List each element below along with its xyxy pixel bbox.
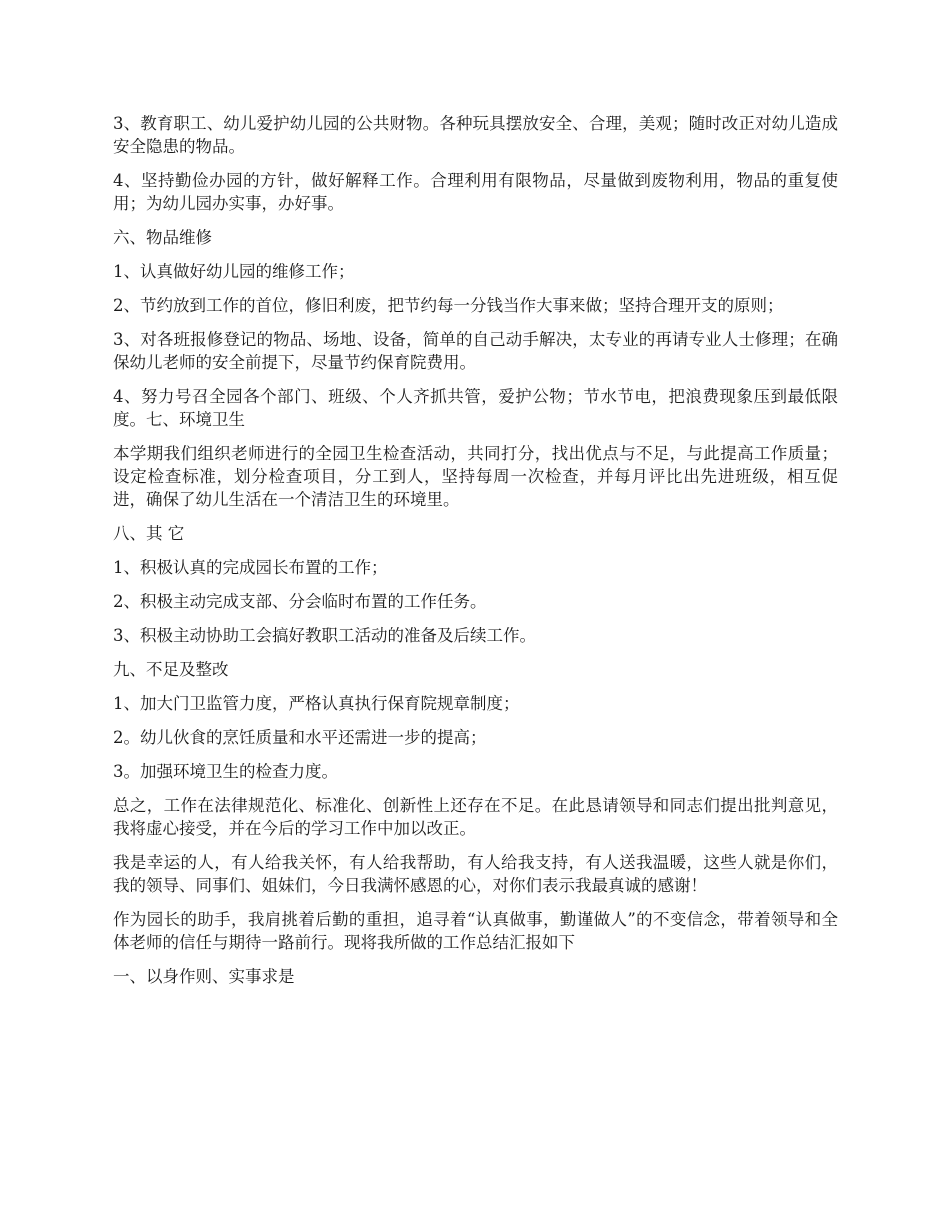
paragraph-shortcomings-1: 1、加大门卫监管力度，严格认真执行保育院规章制度； — [113, 694, 520, 713]
paragraph-maintenance-1: 1、认真做好幼儿园的维修工作； — [113, 262, 355, 281]
paragraph-other-1: 1、积极认真的完成园长布置的工作； — [113, 558, 388, 577]
paragraph-other-2: 2、积极主动完成支部、分会临时布置的工作任务。 — [113, 592, 487, 611]
paragraph-hygiene: 本学期我们组织老师进行的全园卫生检查活动，共同打分，找出优点与不足，与此提高工作质量；设定检查标准，划分检查项目，分工到人，坚持每周一次检查，并每月评比出先进班级，相互促进，确保了幼儿生活在一个清洁卫生的环境里。 — [113, 444, 838, 509]
paragraph-item-4-thrift: 4、坚持勤俭办园的方针，做好解释工作。合理利用有限物品，尽量做到废物利用，物品的重复使用；为幼儿园办实事，办好事。 — [113, 171, 838, 213]
paragraph-shortcomings-2: 2。幼儿伙食的烹饪质量和水平还需进一步的提高； — [113, 728, 487, 747]
paragraph-gratitude: 我是幸运的人，有人给我关怀，有人给我帮助，有人给我支持，有人送我温暖，这些人就是你们，我的领导、同事们、姐妹们，今日我满怀感恩的心，对你们表示我最真诚的感谢！ — [113, 853, 838, 895]
paragraph-item-3-care-property: 3、教育职工、幼儿爱护幼儿园的公共财物。各种玩具摆放安全、合理，美观；随时改正对幼儿造成安全隐患的物品。 — [113, 114, 838, 156]
section-heading-shortcomings: 九、不足及整改 — [113, 660, 229, 679]
section-heading-maintenance: 六、物品维修 — [113, 228, 212, 247]
section-heading-lead-by-example: 一、以身作则、实事求是 — [113, 967, 295, 986]
paragraph-maintenance-2: 2、节约放到工作的首位，修旧利废，把节约每一分钱当作大事来做；坚持合理开支的原则； — [113, 296, 784, 315]
paragraph-other-3: 3、积极主动协助工会搞好教职工活动的准备及后续工作。 — [113, 626, 536, 645]
paragraph-shortcomings-3: 3。加强环境卫生的检查力度。 — [113, 762, 338, 781]
paragraph-maintenance-4: 4、努力号召全园各个部门、班级、个人齐抓共管，爱护公物；节水节电，把浪费现象压到最低限度。七、环境卫生 — [113, 387, 838, 429]
paragraph-maintenance-3: 3、对各班报修登记的物品、场地、设备，简单的自己动手解决，太专业的再请专业人士修理；在确保幼儿老师的安全前提下，尽量节约保育院费用。 — [113, 330, 838, 372]
document-page — [113, 112, 838, 999]
section-heading-other: 八、其 它 — [113, 524, 185, 543]
paragraph-conclusion: 总之，工作在法律规范化、标准化、创新性上还存在不足。在此恳请领导和同志们提出批判意见，我将虚心接受，并在今后的学习工作中加以改正。 — [113, 796, 838, 838]
paragraph-introduction: 作为园长的助手，我肩挑着后勤的重担，追寻着“认真做事，勤谨做人”的不变信念，带着领导和全体老师的信任与期待一路前行。现将我所做的工作总结汇报如下 — [113, 910, 838, 952]
